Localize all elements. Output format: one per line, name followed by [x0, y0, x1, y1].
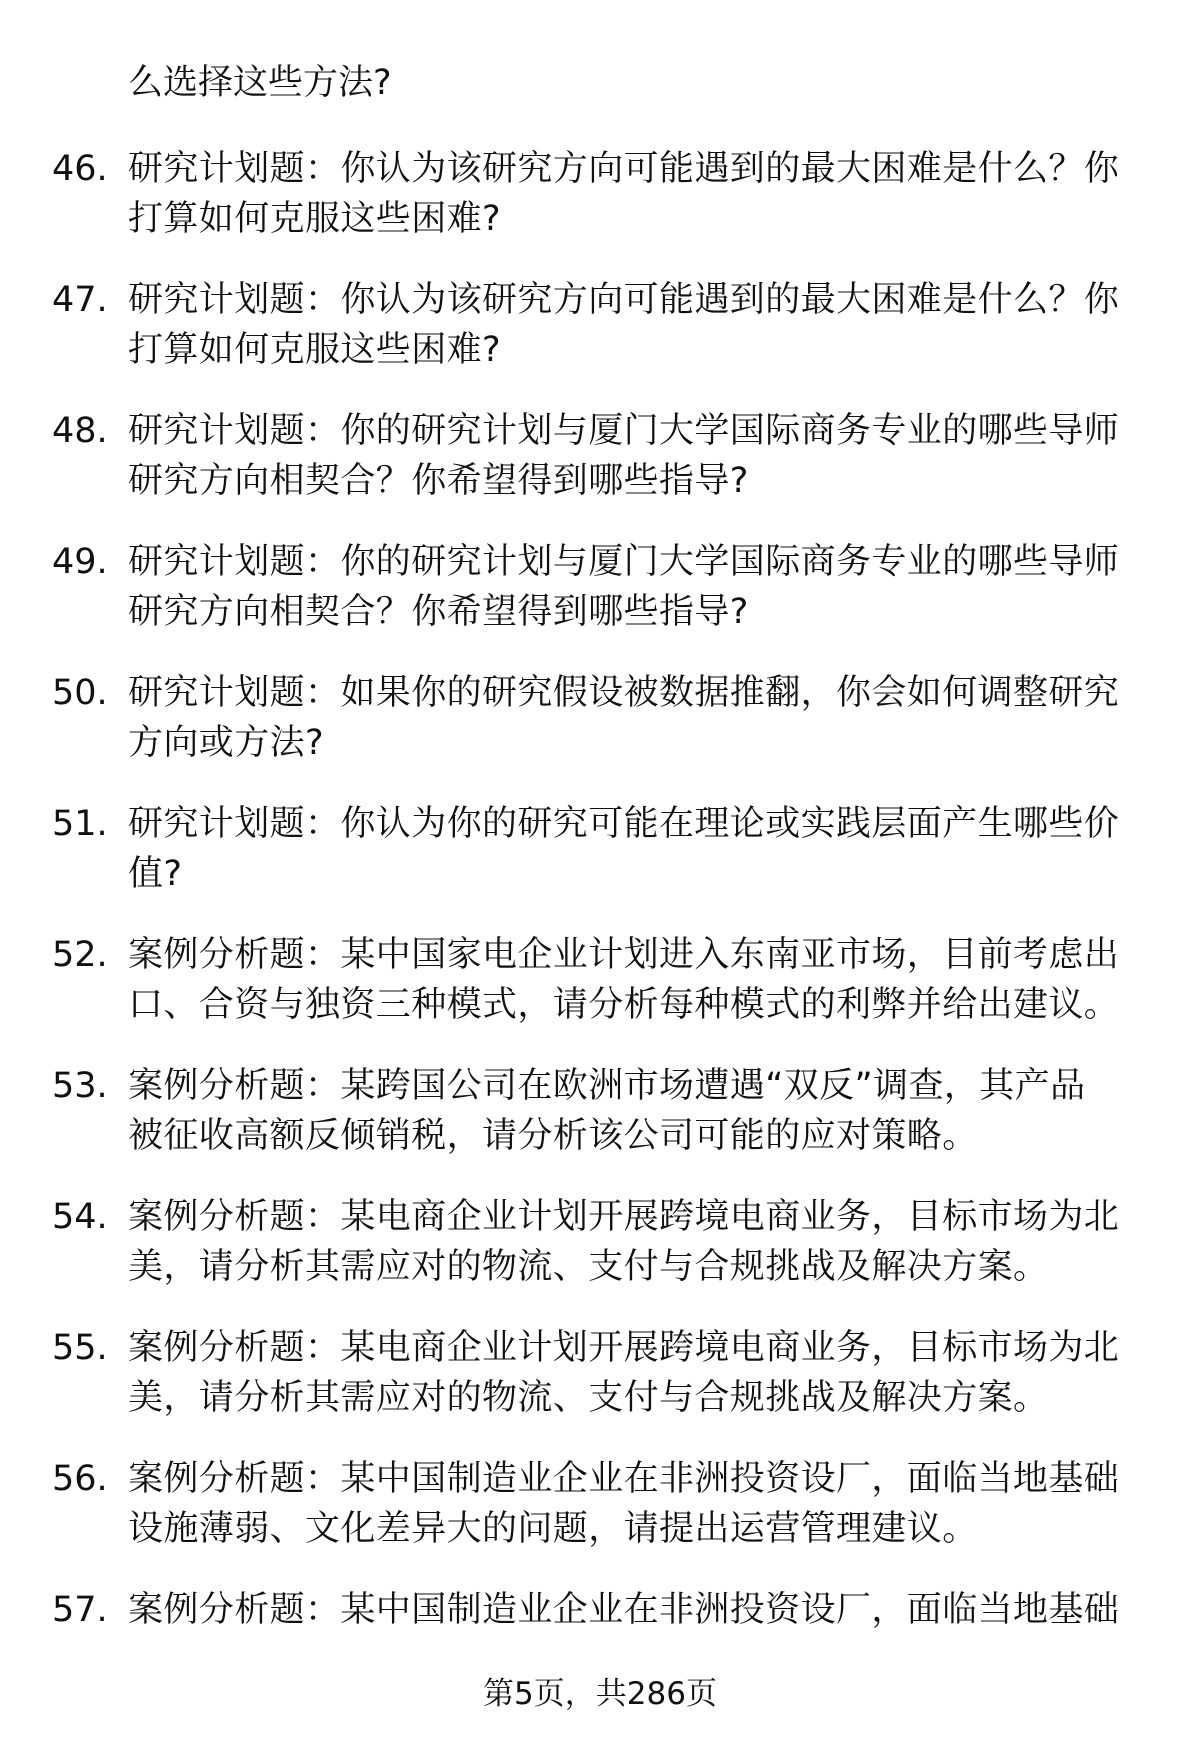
question-text-line: 案例分析题：某跨国公司在欧洲市场遭遇“双反”调查，其产品	[128, 1066, 1086, 1106]
question-number: 57.	[52, 1590, 108, 1630]
question-text-line: 值?	[128, 854, 183, 894]
question-text-line: 案例分析题：某中国制造业企业在非洲投资设厂，面临当地基础	[128, 1459, 1120, 1499]
continuation-text: 么选择这些方法?	[128, 63, 392, 103]
question-text-line: 案例分析题：某中国制造业企业在非洲投资设厂，面临当地基础	[128, 1590, 1120, 1630]
question-text-line: 研究计划题：你认为你的研究可能在理论或实践层面产生哪些价	[128, 804, 1120, 844]
question-number: 50.	[52, 673, 108, 713]
question-text-line: 研究计划题：你的研究计划与厦门大学国际商务专业的哪些导师	[128, 411, 1120, 451]
question-number: 51.	[52, 804, 108, 844]
question-number: 47.	[52, 280, 108, 320]
question-text-line: 设施薄弱、文化差异大的问题，请提出运营管理建议。	[128, 1509, 978, 1549]
question-text-line: 案例分析题：某电商企业计划开展跨境电商业务，目标市场为北	[128, 1328, 1120, 1368]
page-footer: 第5页，共286页	[483, 1676, 717, 1712]
question-number: 54.	[52, 1197, 108, 1237]
question-text-line: 打算如何克服这些困难?	[128, 330, 501, 370]
question-number: 56.	[52, 1459, 108, 1499]
question-text-line: 研究计划题：你认为该研究方向可能遇到的最大困难是什么？你	[128, 149, 1120, 189]
question-text-line: 美，请分析其需应对的物流、支付与合规挑战及解决方案。	[128, 1378, 1049, 1418]
question-number: 49.	[52, 542, 108, 582]
question-text-line: 方向或方法?	[128, 723, 324, 763]
question-number: 55.	[52, 1328, 108, 1368]
question-text-line: 打算如何克服这些困难?	[128, 199, 501, 239]
question-text-line: 研究计划题：你的研究计划与厦门大学国际商务专业的哪些导师	[128, 542, 1120, 582]
question-number: 46.	[52, 149, 108, 189]
question-text-line: 研究方向相契合？你希望得到哪些指导?	[128, 592, 749, 632]
question-text-line: 案例分析题：某电商企业计划开展跨境电商业务，目标市场为北	[128, 1197, 1120, 1237]
question-number: 52.	[52, 935, 108, 975]
question-text-line: 美，请分析其需应对的物流、支付与合规挑战及解决方案。	[128, 1247, 1049, 1287]
question-text-line: 研究计划题：如果你的研究假设被数据推翻，你会如何调整研究	[128, 673, 1120, 713]
question-number: 48.	[52, 411, 108, 451]
question-text-line: 口、合资与独资三种模式，请分析每种模式的利弊并给出建议。	[128, 985, 1120, 1025]
question-number: 53.	[52, 1066, 108, 1106]
question-text-line: 案例分析题：某中国家电企业计划进入东南亚市场，目前考虑出	[128, 935, 1120, 975]
question-text-line: 研究方向相契合？你希望得到哪些指导?	[128, 461, 749, 501]
question-text-line: 被征收高额反倾销税，请分析该公司可能的应对策略。	[128, 1116, 978, 1156]
question-text-line: 研究计划题：你认为该研究方向可能遇到的最大困难是什么？你	[128, 280, 1120, 320]
